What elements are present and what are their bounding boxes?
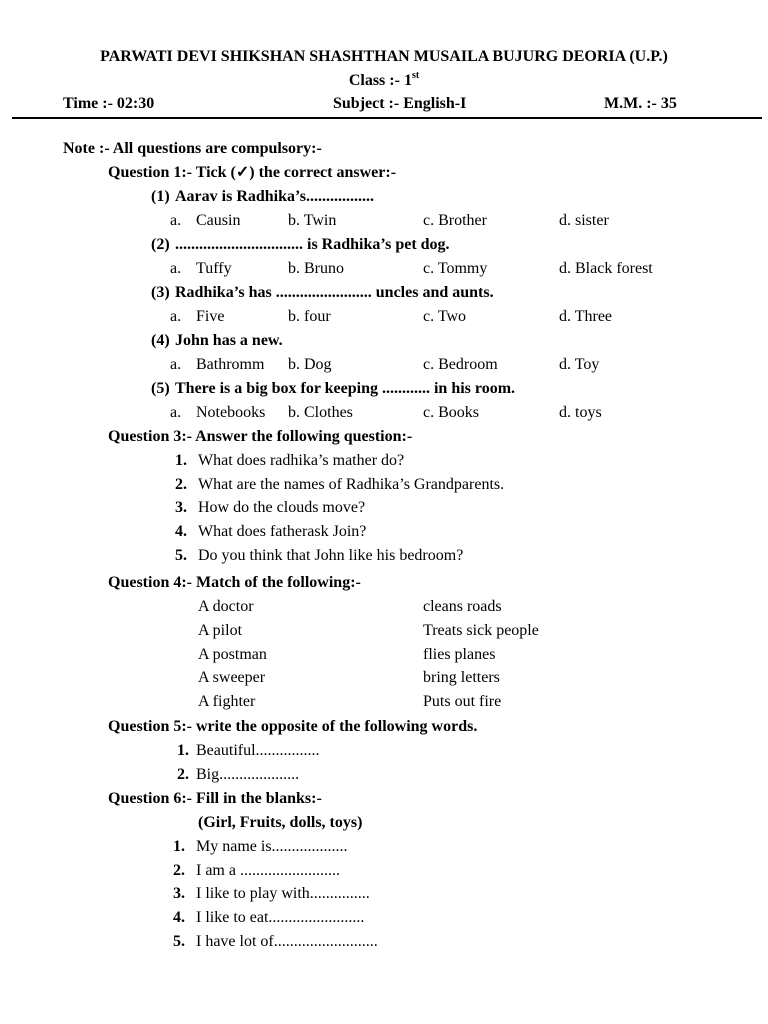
q5-item-2-num: 2. xyxy=(177,766,189,783)
q1-item-4-option-d: d. Toy xyxy=(559,356,600,373)
q1-item-2-text: ................................ is Radhika’s pet dog. xyxy=(175,236,450,253)
q1-item-5-option-d: d. toys xyxy=(559,404,602,421)
q1-item-4-option-b: b. Dog xyxy=(288,356,332,373)
q4-left-2: A pilot xyxy=(198,622,243,639)
q1-item-4-option-a-label: a. xyxy=(170,356,182,373)
q6-item-2-num: 2. xyxy=(173,862,185,879)
header-divider xyxy=(12,117,762,119)
q3-item-5-text: Do you think that John like his bedroom? xyxy=(198,547,464,564)
q6-item-2-text: I am a ......................... xyxy=(196,862,340,879)
time-label: Time :- 02:30 xyxy=(63,95,155,112)
q1-item-3-option-c: c. Two xyxy=(423,308,467,325)
q3-item-3-num: 3. xyxy=(175,499,187,516)
q4-left-4: A sweeper xyxy=(198,669,266,686)
question-3-title: Question 3:- Answer the following question:- xyxy=(108,428,413,445)
q3-item-1-text: What does radhika’s mather do? xyxy=(198,452,405,469)
q1-item-2-option-a-label: a. xyxy=(170,260,182,277)
q1-item-3-num: (3) xyxy=(151,284,170,301)
q1-item-3-option-a-label: a. xyxy=(170,308,182,325)
class-label xyxy=(0,71,768,91)
q1-item-2-option-c: c. Tommy xyxy=(423,260,488,277)
q6-item-1-num: 1. xyxy=(173,838,185,855)
q1-item-1-option-b: b. Twin xyxy=(288,212,337,229)
q1-item-5-option-a-label: a. xyxy=(170,404,182,421)
q1-item-4-num: (4) xyxy=(151,332,170,349)
q1-item-4-option-a: Bathromm xyxy=(196,356,265,373)
q6-word-hint: (Girl, Fruits, dolls, toys) xyxy=(198,814,363,831)
q1-item-3-option-a: Five xyxy=(196,308,225,325)
class-superscript: st xyxy=(411,69,420,81)
q1-item-1-option-a: Causin xyxy=(196,212,241,229)
q1-item-3-option-d: d. Three xyxy=(559,308,613,325)
q4-right-3: flies planes xyxy=(423,646,496,663)
q6-item-3-text: I like to play with............... xyxy=(196,885,370,902)
q4-left-3: A postman xyxy=(198,646,267,663)
q4-right-4: bring letters xyxy=(423,669,500,686)
school-name: PARWATI DEVI SHIKSHAN SHASHTHAN MUSAILA BUJURG DEORIA (U.P.) xyxy=(100,48,668,65)
q1-item-1-option-d: d. sister xyxy=(559,212,609,229)
q3-item-5-num: 5. xyxy=(175,547,187,564)
q1-item-5-text: There is a big box for keeping ............ in his room. xyxy=(175,380,516,397)
note: Note :- All questions are compulsory:- xyxy=(63,140,322,157)
q4-right-2: Treats sick people xyxy=(423,622,539,639)
q1-item-5-num: (5) xyxy=(151,380,170,397)
subject-label: Subject :- English-I xyxy=(333,95,467,112)
question-1-title: Question 1:- Tick (✓) the correct answer:- xyxy=(108,164,397,181)
q3-item-1-num: 1. xyxy=(175,452,187,469)
q5-item-1-text: Beautiful................ xyxy=(196,742,320,759)
q6-item-3-num: 3. xyxy=(173,885,185,902)
q6-item-5-text: I have lot of.......................... xyxy=(196,933,378,950)
q3-item-2-num: 2. xyxy=(175,476,187,493)
q1-item-1-option-c: c. Brother xyxy=(423,212,487,229)
q6-item-1-text: My name is................... xyxy=(196,838,348,855)
q4-right-5: Puts out fire xyxy=(423,693,502,710)
q1-item-3-option-b: b. four xyxy=(288,308,331,325)
class-text: Class :- 1 xyxy=(348,72,412,89)
q4-left-5: A fighter xyxy=(198,693,256,710)
question-4-title: Question 4:- Match of the following:- xyxy=(108,574,361,591)
q3-item-2-text: What are the names of Radhika’s Grandparents. xyxy=(198,476,505,493)
q3-item-4-text: What does fatherask Join? xyxy=(198,523,367,540)
q3-item-3-text: How do the clouds move? xyxy=(198,499,366,516)
q1-item-2-option-a: Tuffy xyxy=(196,260,232,277)
q5-item-2-text: Big.................... xyxy=(196,766,300,783)
q1-item-2-option-d: d. Black forest xyxy=(559,260,653,277)
q1-item-1-text: Aarav is Radhika’s................. xyxy=(175,188,374,205)
q1-item-4-option-c: c. Bedroom xyxy=(423,356,498,373)
q4-left-1: A doctor xyxy=(198,598,254,615)
q1-item-1-num: (1) xyxy=(151,188,170,205)
q1-item-5-option-a: Notebooks xyxy=(196,404,266,421)
q4-right-1: cleans roads xyxy=(423,598,502,615)
question-5-title: Question 5:- write the opposite of the following words. xyxy=(108,718,478,735)
q1-item-2-option-b: b. Bruno xyxy=(288,260,344,277)
max-marks-label: M.M. :- 35 xyxy=(604,95,677,112)
question-6-title: Question 6:- Fill in the blanks:- xyxy=(108,790,322,807)
q6-item-5-num: 5. xyxy=(173,933,185,950)
q5-item-1-num: 1. xyxy=(177,742,189,759)
q1-item-2-num: (2) xyxy=(151,236,170,253)
q1-item-3-text: Radhika’s has ........................ uncles and aunts. xyxy=(175,284,494,301)
q6-item-4-text: I like to eat........................ xyxy=(196,909,365,926)
q3-item-4-num: 4. xyxy=(175,523,187,540)
q1-item-1-option-a-label: a. xyxy=(170,212,182,229)
q1-item-4-text: John has a new. xyxy=(175,332,283,349)
q6-item-4-num: 4. xyxy=(173,909,185,926)
q1-item-5-option-b: b. Clothes xyxy=(288,404,353,421)
q1-item-5-option-c: c. Books xyxy=(423,404,479,421)
